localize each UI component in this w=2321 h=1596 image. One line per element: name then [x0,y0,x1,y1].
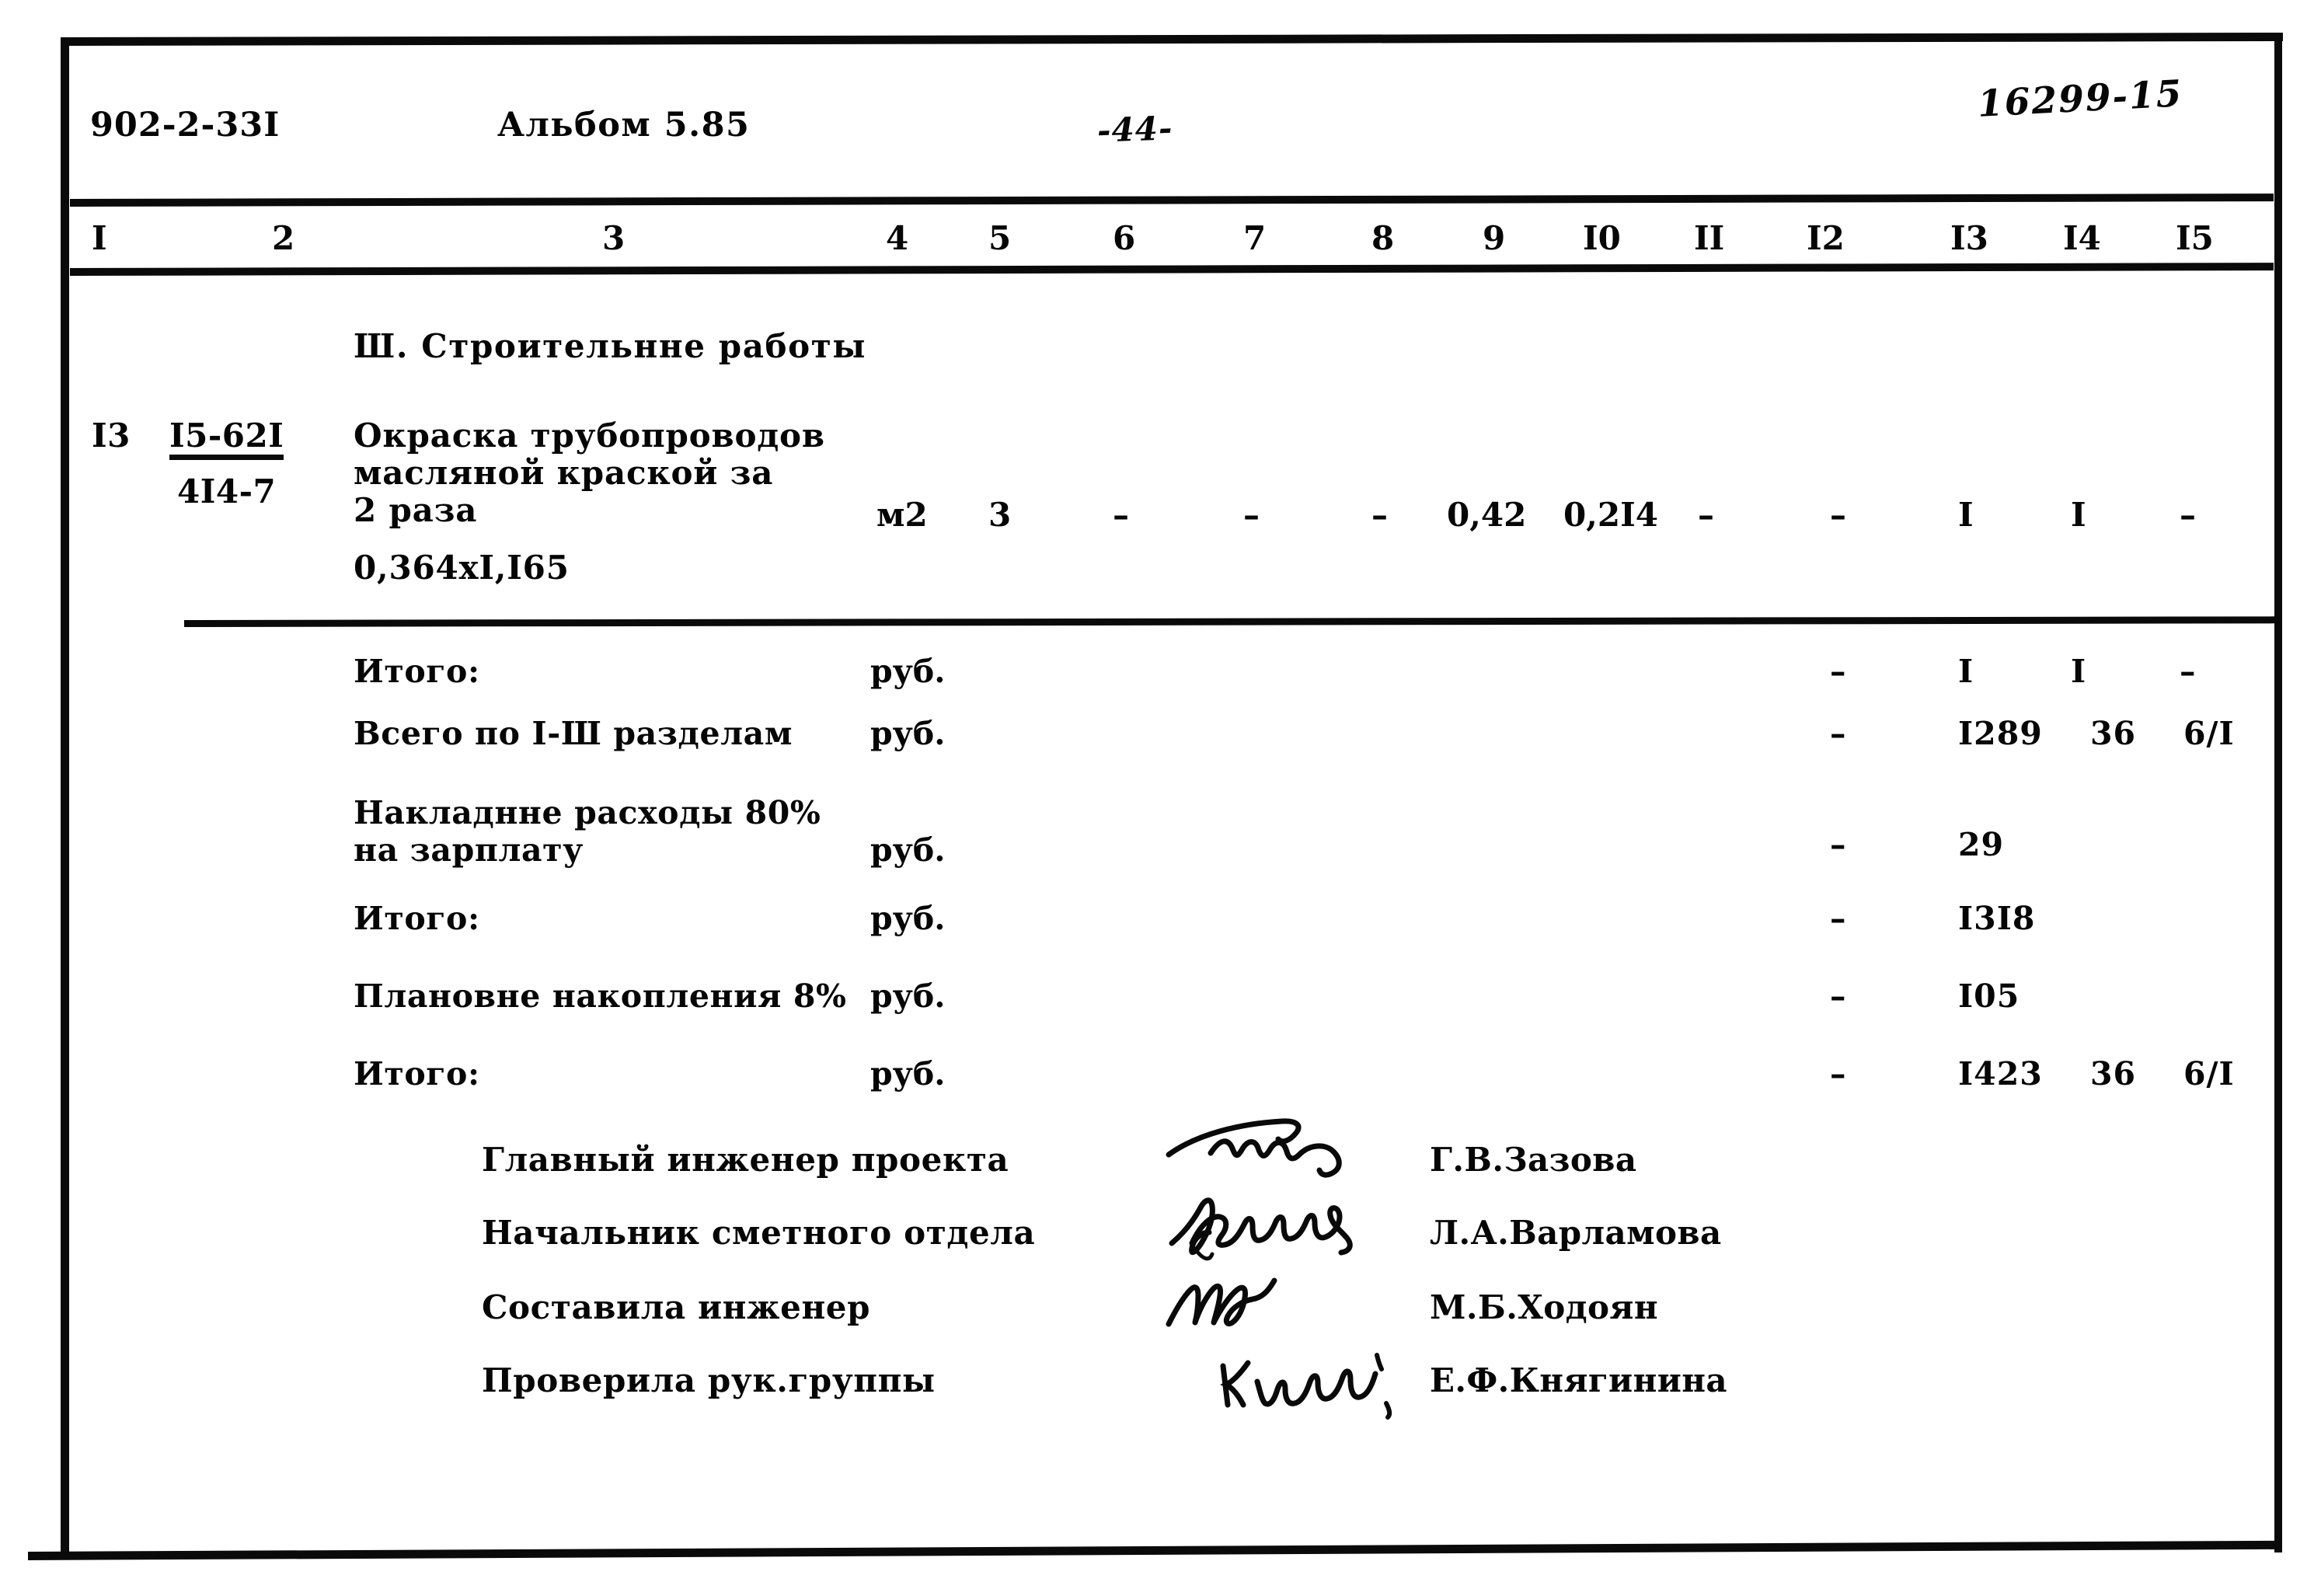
column-header-6: 6 [1113,219,1136,257]
column-header-14: I4 [2063,219,2101,257]
summary-row-1-col-14: I [2071,653,2087,690]
signatory-name-checked-by-group-head: Е.Ф.Княгинина [1430,1361,1728,1399]
summary-row-3-label-line2: на зарплату [354,831,584,869]
work-row-unit: м2 [876,496,928,534]
summary-row-3-col-13: 29 [1958,826,2005,863]
column-header-10: I0 [1583,219,1621,257]
work-row-col-14: I [2071,496,2086,534]
signatory-name-chief-engineer: Г.В.Зазова [1430,1141,1637,1179]
work-row-col-6: – [1113,496,1129,534]
work-row-quantity: 3 [988,496,1012,534]
work-row-description-line-4: 0,364xI,I65 [354,549,570,587]
table-header-rule-top [70,193,2274,207]
signatory-name-estimate-dept-head: Л.А.Варламова [1430,1214,1722,1252]
work-row-col-7: – [1243,496,1260,534]
section-heading: Ш. Строительнне работы [354,327,867,365]
summary-row-1-unit: руб. [870,653,946,690]
summary-row-2-col-12: – [1830,715,1846,752]
summary-row-5-label: Плановне накопления 8% [354,977,847,1015]
summary-row-1-col-13: I [1958,653,1974,690]
signature-role-chief-engineer: Главный инженер проекта [482,1141,1009,1179]
album-label: Альбом 5.85 [497,106,751,145]
page-frame-bottom-border [28,1541,2277,1560]
summary-row-5-col-12: – [1830,977,1846,1015]
summary-row-2-label: Всего по I-Ш разделам [354,715,793,752]
summary-row-4-label: Итого: [354,900,480,937]
document-code: 902-2-33I [90,106,281,145]
handwritten-signature-checked-by-group-head [1212,1344,1469,1414]
signature-role-estimate-dept-head: Начальник сметного отдела [482,1214,1036,1252]
summary-row-6-col-15: 6/I [2183,1055,2235,1092]
column-header-8: 8 [1371,219,1395,257]
column-header-12: I2 [1807,219,1845,257]
column-header-1: I [92,219,107,257]
work-row-col-13: I [1958,496,1974,534]
column-header-5: 5 [988,219,1012,257]
archive-code-handwritten: 16299-15 [1976,72,2184,126]
work-row-col-11: – [1698,496,1714,534]
summary-row-6-unit: руб. [870,1055,946,1092]
page-frame-top-border [61,33,2283,46]
column-header-7: 7 [1243,219,1267,257]
signature-role-checked-by-group-head: Проверила рук.группы [482,1361,936,1399]
summary-separator-rule [184,616,2274,627]
signature-role-compiled-by-engineer: Составила инженер [482,1288,871,1326]
summary-row-5-col-13: I05 [1958,977,2020,1015]
work-row-description-line-2: масляной краской за [354,454,774,492]
summary-row-2-col-14: 36 [2090,715,2137,752]
summary-row-6-col-12: – [1830,1055,1846,1092]
column-header-4: 4 [886,219,909,257]
summary-row-5-unit: руб. [870,977,946,1015]
column-header-9: 9 [1483,219,1506,257]
work-row-code-primary: I5-62I [169,420,284,460]
summary-row-1-label: Итого: [354,653,480,690]
work-row-index: I3 [92,416,131,455]
handwritten-signature-compiled-by-engineer [1166,1273,1422,1343]
summary-row-4-col-12: – [1830,900,1846,937]
table-header-rule-bottom [70,263,2274,276]
column-header-11: II [1694,219,1725,257]
work-row-col-15: – [2180,496,2196,534]
summary-row-1-col-12: – [1830,653,1846,690]
summary-row-4-unit: руб. [870,900,946,937]
summary-row-6-col-13: I423 [1958,1055,2043,1092]
summary-row-3-col-12: – [1830,826,1846,863]
summary-row-1-col-15: – [2180,653,2197,690]
summary-row-2-unit: руб. [870,715,946,752]
work-row-description-line-1: Окраска трубопроводов [354,416,825,455]
work-row-col-9: 0,42 [1447,496,1527,534]
signatory-name-compiled-by-engineer: М.Б.Ходоян [1430,1288,1659,1326]
column-header-2: 2 [272,219,295,257]
summary-row-6-col-14: 36 [2090,1055,2137,1092]
column-header-15: I5 [2176,219,2214,257]
summary-row-3-unit: руб. [870,831,946,869]
handwritten-signature-estimate-dept-head [1166,1187,1422,1257]
page-frame-left-border [61,37,69,1556]
summary-row-6-label: Итого: [354,1055,480,1092]
summary-row-2-col-13: I289 [1958,715,2043,752]
column-header-13: I3 [1950,219,1988,257]
work-row-description-line-3: 2 раза [354,491,478,529]
work-row-col-8: – [1371,496,1388,534]
work-row-code-secondary: 4I4-7 [177,472,277,511]
column-header-3: 3 [602,219,626,257]
handwritten-signature-chief-engineer [1166,1117,1422,1187]
summary-row-4-col-13: I3I8 [1958,900,2036,937]
summary-row-3-label: Накладнне расходы 80% [354,794,821,831]
page-number: -44- [1096,109,1174,150]
work-row-col-10: 0,2I4 [1563,496,1658,534]
summary-row-2-col-15: 6/I [2183,715,2235,752]
page-frame-right-border [2274,37,2282,1552]
work-row-col-12: – [1830,496,1846,534]
